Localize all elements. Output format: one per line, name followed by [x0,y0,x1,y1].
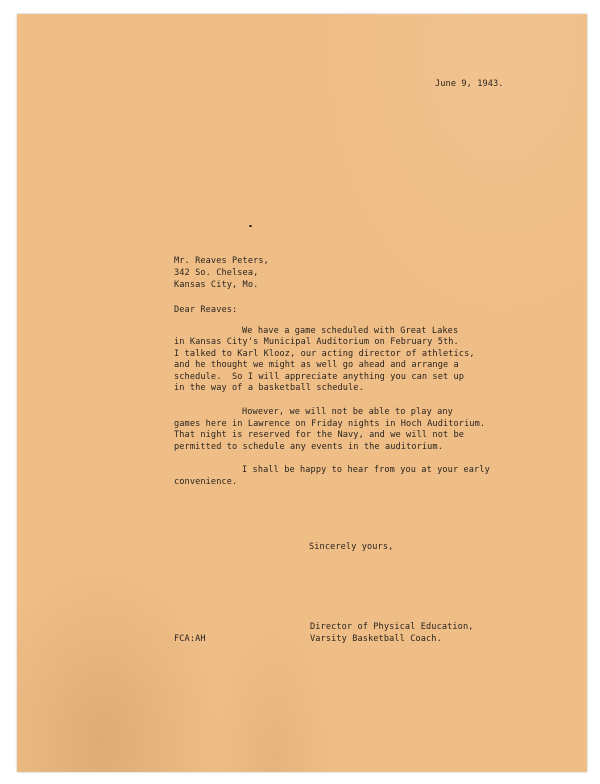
closing: Sincerely yours, [309,542,394,552]
paragraph-1-line: We have a game scheduled with Great Lakes [242,326,459,336]
paragraph-1-line: I talked to Karl Klooz, our acting director of athletics, [174,349,475,359]
paragraph-3-line: I shall be happy to hear from you at your early [242,465,490,475]
paragraph-3-line: convenience. [174,477,238,487]
letter-date: June 9, 1943. [435,79,504,89]
paragraph-2-line: However, we will not be able to play any [242,407,453,417]
letter-page [17,14,587,772]
paragraph-2-line: games here in Lawrence on Friday nights in Hoch Auditorium. [174,419,486,429]
salutation: Dear Reaves: [174,305,238,315]
paragraph-2-line: That night is reserved for the Navy, and we will not be [174,430,465,440]
paragraph-2-line: permitted to schedule any events in the auditorium. [174,442,443,452]
recipient-city: Kansas City, Mo. [174,280,259,290]
reference-initials: FCA:AH [174,634,206,644]
recipient-name: Mr. Reaves Peters, [174,256,269,266]
paragraph-1-line: in the way of a basketball schedule. [174,383,364,393]
recipient-street: 342 So. Chelsea, [174,268,259,278]
paragraph-1-line: in Kansas City's Municipal Auditorium on February 5th. [174,337,459,347]
signature-title-line: Director of Physical Education, [310,622,474,632]
paper-mark [249,225,252,227]
paragraph-1-line: and he thought we might as well go ahead and arrange a [174,360,459,370]
paragraph-1-line: schedule. So I will appreciate anything you can set up [174,372,465,382]
signature-title-line: Varsity Basketball Coach. [310,634,442,644]
